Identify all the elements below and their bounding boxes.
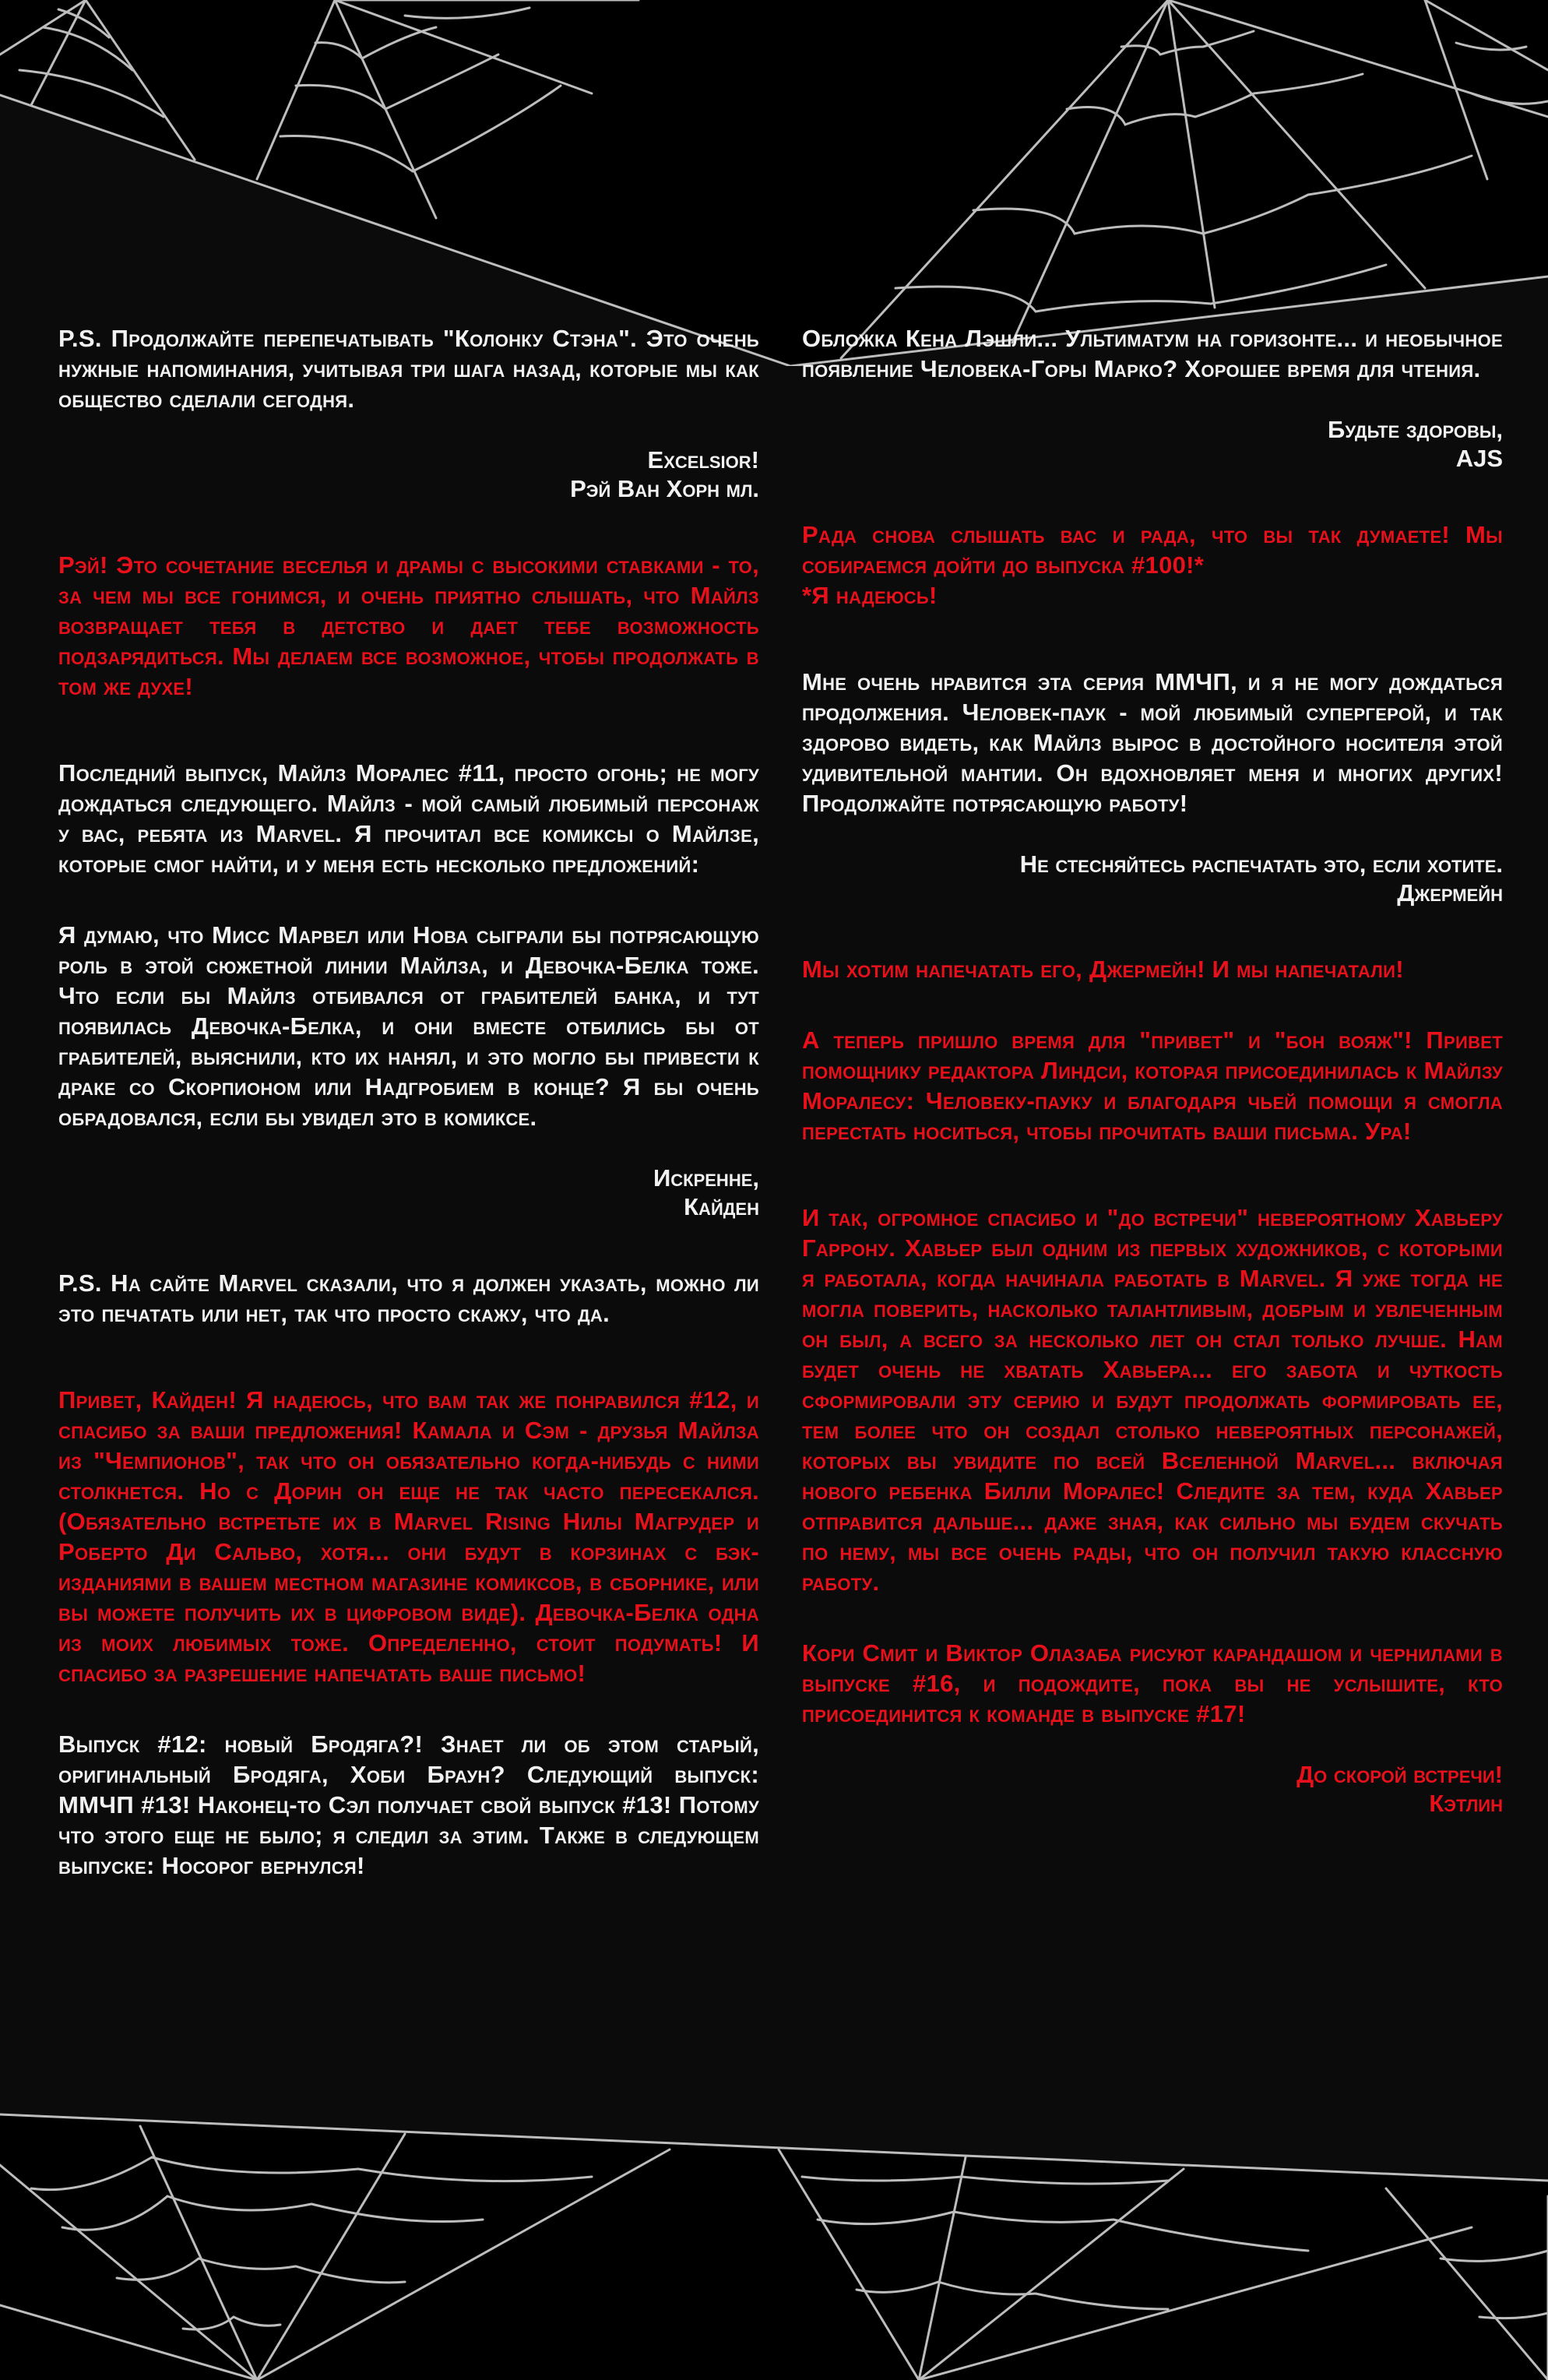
signature-jermaine-line1: Не стесняйтесь распечатать это, если хотите. bbox=[1019, 850, 1503, 878]
signature-ajs bbox=[802, 415, 1503, 473]
letter-ajs: Обложка Кена Лэшли... Ультиматум на горизонте... и необычное появление Человека-Горы Марко? Хорошее время для чтения. bbox=[802, 325, 1503, 382]
editor-reply-ray: Рэй! Это сочетание веселья и драмы с высокими ставками - то, за чем мы все гонимся, и очень приятно слышать, что Майлз возвращает тебя в детство и дает тебе возможность подзарядиться. Мы делаем все возможное, чтобы продолжать в том же духе! bbox=[58, 551, 759, 700]
signature-jermaine-name: Джермейн bbox=[1397, 879, 1503, 907]
spider-web-top-decoration bbox=[0, 0, 1548, 366]
letter-jermaine: Мне очень нравится эта серия ММЧП, и я не могу дождаться продолжения. Человек-паук - мой любимый супергерой, и так здорово видеть, как Майлз вырос в достойного носителя этой удивительной мантии. Он вдохновляет меня и многих других! Продолжайте потрясающую работу! bbox=[802, 668, 1503, 817]
signature-ajs-line1: Будьте здоровы, bbox=[1328, 416, 1503, 443]
hello-editor-lindsey: А теперь пришло время для "привет" и "бон вояж"! Привет помощнику редактора Линдси, которая присоединилась к Майлзу Моралесу: Человеку-пауку и благодаря чьей помощи я смогла перестать носиться, чтобы прочитать ваши письма. Ура! bbox=[802, 1026, 1503, 1145]
signature-ajs-name: AJS bbox=[1455, 445, 1503, 472]
signature-kathleen-name: Кэтлин bbox=[1429, 1790, 1503, 1817]
signature-kaiden bbox=[58, 1164, 759, 1221]
editor-reply-jermaine: Мы хотим напечатать его, Джермейн! И мы напечатали! bbox=[802, 956, 1404, 983]
left-column bbox=[58, 323, 759, 1921]
signature-ray-name: Рэй Ван Хорн мл. bbox=[570, 475, 759, 502]
letter-kaiden-suggestion: Я думаю, что Мисс Марвел или Нова сыграли бы потрясающую роль в этой сюжетной линии Майлза, и Девочка-Белка тоже. Что если бы Майлз отбивался от грабителей банка, и тут появилась Девочка-Белка, и они вместе отбились бы от грабителей, выяснили, кто их нанял, и это могло бы привести к драке со Скорпионом или Надгробием в конце? Я бы очень обрадовался, если бы увидел это в комиксе. bbox=[58, 921, 759, 1131]
signature-kaiden-line1: Искренне, bbox=[653, 1164, 759, 1192]
ps-kaiden-permission: P.S. На сайте Marvel сказали, что я должен указать, можно ли это печатать или нет, так что просто скажу, что да. bbox=[58, 1269, 759, 1327]
signature-kathleen-line1: До скорой встречи! bbox=[1296, 1761, 1503, 1788]
signature-kaiden-name: Кайден bbox=[684, 1193, 759, 1220]
signature-jermaine bbox=[802, 850, 1503, 907]
editor-reply-ajs-footnote: *Я надеюсь! bbox=[802, 582, 938, 609]
signature-kathleen bbox=[802, 1760, 1503, 1818]
spider-web-bottom-decoration bbox=[0, 2103, 1548, 2380]
next-issue-team: Кори Смит и Виктор Олазаба рисуют карандашом и чернилами в выпуске #16, и подождите, пока вы не услышите, кто присоединится к команде в выпуске #17! bbox=[802, 1639, 1503, 1727]
editor-reply-kaiden: Привет, Кайден! Я надеюсь, что вам так же понравился #12, и спасибо за ваши предложения! Камала и Сэм - друзья Майлза из "Чемпионов", так что он обязательно когда-нибудь с ними столкнется. Но с Дорин он еще не так часто пересекался. (Обязательно встретьте их в Marvel Rising Нилы Магрудер и Роберто Ди Сальво, хотя... они будут в корзинах с бэк-изданиями в вашем местном магазине комиксов, в сборнике, или вы можете получить их в цифровом виде). Девочка-Белка одна из моих любимых тоже. Определенно, стоит подумать! И спасибо за разрешение напечатать ваше письмо! bbox=[58, 1386, 759, 1687]
issue-12-notes: Выпуск #12: новый Бродяга?! Знает ли об этом старый, оригинальный Бродяга, Хоби Браун? Следующий выпуск: ММЧП #13! Наконец-то Сэл получает свой выпуск #13! Потому что этого еще не было; я следил за этим. Также в следующем выпуске: Носорог вернулся! bbox=[58, 1730, 759, 1879]
ps-stan-column: P.S. Продолжайте перепечатывать "Колонку Стэна". Это очень нужные напоминания, учитывая три шага назад, которые мы как общество сделали сегодня. bbox=[58, 325, 759, 413]
farewell-javier-garron: И так, огромное спасибо и "до встречи" невероятному Хавьеру Гаррону. Хавьер был одним из первых художников, с которыми я работала, когда начинала работать в Marvel. Я уже тогда не могла поверить, насколько талантливым, добрым и увлеченным он был, а всего за несколько лет он стал только лучше. Нам будет очень не хватать Хавьера... его забота и чуткость сформировали эту серию и будут продолжать формировать ее, тем более что он создал столько невероятных персонажей, которых вы увидите по всей Вселенной Marvel... включая нового ребенка Билли Моралес! Следите за тем, куда Хавьер отправится дальше... даже зная, как сильно мы будем скучать по нему, мы все очень рады, что он получил такую классную работу. bbox=[802, 1204, 1503, 1596]
signature-ray bbox=[58, 445, 759, 503]
right-column bbox=[802, 323, 1503, 1864]
signature-ray-line1: Excelsior! bbox=[647, 446, 759, 474]
letter-kaiden-intro: Последний выпуск, Майлз Моралес #11, просто огонь; не могу дождаться следующего. Майлз - мой самый любимый персонаж у вас, ребята из Marvel. Я прочитал все комиксы о Майлзе, которые смог найти, и у меня есть несколько предложений: bbox=[58, 759, 759, 878]
editor-reply-ajs: Рада снова слышать вас и рада, что вы так думаете! Мы собираемся дойти до выпуска #100!* bbox=[802, 521, 1503, 579]
